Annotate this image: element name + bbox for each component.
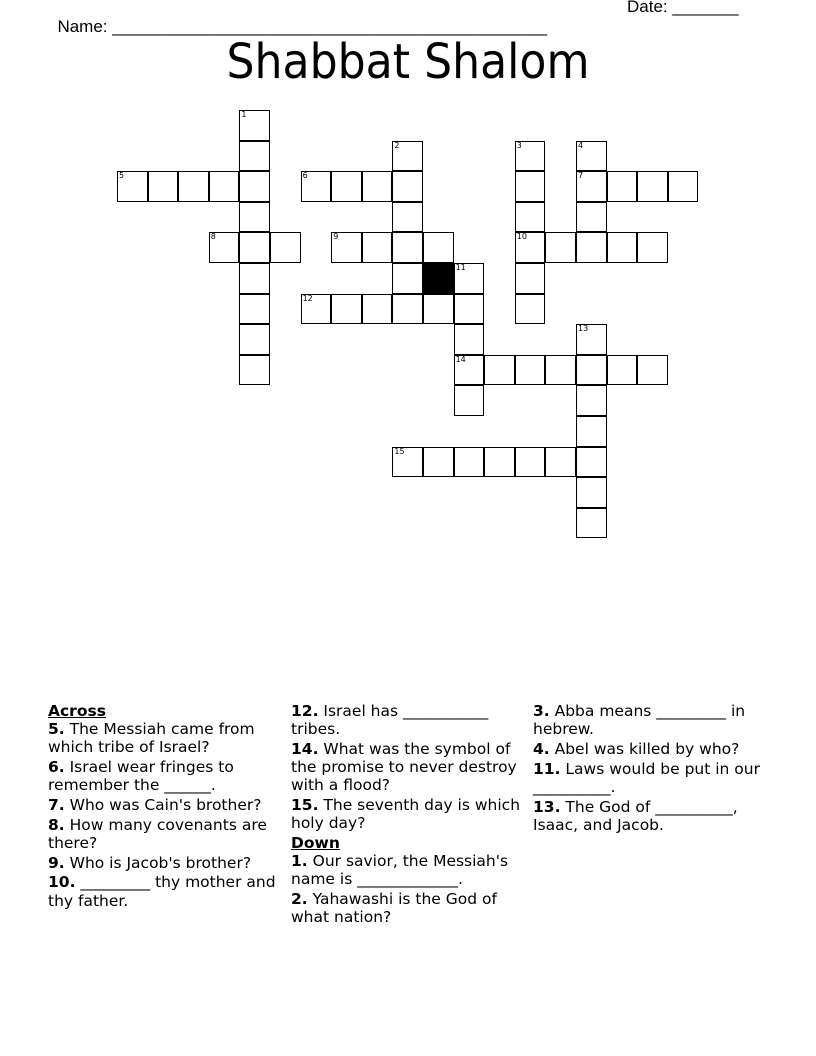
grid-cell[interactable] xyxy=(239,324,270,355)
grid-cell[interactable] xyxy=(392,141,423,172)
clue-text: Israel has ___________ tribes. xyxy=(291,702,489,739)
grid-cell[interactable] xyxy=(576,141,607,172)
clue-across-6 xyxy=(48,758,284,794)
grid-cell[interactable] xyxy=(454,294,485,325)
grid-cell[interactable] xyxy=(637,355,668,386)
grid-cell[interactable] xyxy=(545,355,576,386)
grid-block-cell xyxy=(423,263,454,294)
clue-down-1 xyxy=(291,852,527,888)
clue-number: 15. xyxy=(291,796,319,815)
clue-down-13 xyxy=(533,798,769,834)
grid-cell[interactable] xyxy=(423,294,454,325)
clue-text: Laws would be put in our __________. xyxy=(533,759,760,796)
grid-cell[interactable] xyxy=(607,171,638,202)
grid-cell[interactable] xyxy=(392,294,423,325)
grid-cell[interactable] xyxy=(545,447,576,478)
cell-number: 13 xyxy=(578,324,589,334)
grid-cell[interactable] xyxy=(576,232,607,263)
grid-cell[interactable] xyxy=(484,355,515,386)
clue-text: The seventh day is which holy day? xyxy=(291,796,521,833)
cell-number: 4 xyxy=(578,140,584,150)
clue-number: 12. xyxy=(291,702,319,720)
grid-cell[interactable] xyxy=(576,447,607,478)
clue-across-9 xyxy=(48,854,284,872)
grid-cell[interactable] xyxy=(576,171,607,202)
clue-number: 2. xyxy=(291,890,308,909)
grid-cell[interactable] xyxy=(239,171,270,202)
grid-cell[interactable] xyxy=(239,202,270,233)
cell-number: 5 xyxy=(119,171,125,181)
clue-number: 7. xyxy=(48,796,65,815)
clue-text: Who is Jacob's brother? xyxy=(64,853,252,872)
grid-cell[interactable] xyxy=(423,447,454,478)
clue-text: Abel was killed by who? xyxy=(549,739,740,758)
grid-cell[interactable] xyxy=(239,141,270,172)
clue-number: 14. xyxy=(291,739,319,758)
clue-text: What was the symbol of the promise to never destroy with a flood? xyxy=(291,739,517,795)
clue-text: _________ thy mother and thy father. xyxy=(48,873,276,910)
grid-cell[interactable] xyxy=(515,202,546,233)
clue-down-2 xyxy=(291,890,527,926)
grid-cell[interactable] xyxy=(270,232,301,263)
grid-cell[interactable] xyxy=(515,232,546,263)
grid-cell[interactable] xyxy=(392,171,423,202)
clues-column-1 xyxy=(48,702,284,911)
grid-cell[interactable] xyxy=(178,171,209,202)
grid-cell[interactable] xyxy=(607,355,638,386)
grid-cell[interactable] xyxy=(607,232,638,263)
cell-number: 10 xyxy=(516,232,527,242)
grid-cell[interactable] xyxy=(454,385,485,416)
across-heading: Across xyxy=(48,702,106,720)
page-title: Shabbat Shalom xyxy=(226,34,590,90)
clue-text: The God of __________, Isaac, and Jacob. xyxy=(533,797,738,834)
cell-number: 8 xyxy=(210,232,216,242)
date-field[interactable]: Date: _______ xyxy=(627,0,739,16)
grid-cell[interactable] xyxy=(576,324,607,355)
grid-cell[interactable] xyxy=(637,171,668,202)
grid-cell[interactable] xyxy=(515,447,546,478)
grid-cell[interactable] xyxy=(331,294,362,325)
down-heading: Down xyxy=(291,833,340,852)
clue-across-12 xyxy=(291,702,527,738)
grid-cell[interactable] xyxy=(239,110,270,141)
grid-cell[interactable] xyxy=(576,416,607,447)
grid-cell[interactable] xyxy=(331,232,362,263)
grid-cell[interactable] xyxy=(576,202,607,233)
clue-across-8 xyxy=(48,816,284,852)
grid-cell[interactable] xyxy=(545,232,576,263)
clue-text: Abba means _________ in hebrew. xyxy=(533,702,746,739)
clue-number: 4. xyxy=(533,739,550,758)
clue-number: 9. xyxy=(48,853,65,872)
clue-number: 5. xyxy=(48,720,65,739)
clue-down-11 xyxy=(533,760,769,796)
grid-cell[interactable] xyxy=(362,171,393,202)
clue-text: How many covenants are there? xyxy=(48,815,267,852)
grid-cell[interactable] xyxy=(515,294,546,325)
cell-number: 1 xyxy=(241,110,247,119)
clue-text: Israel wear fringes to remember the ______. xyxy=(48,758,234,795)
clue-number: 1. xyxy=(291,852,308,871)
grid-cell[interactable] xyxy=(239,355,270,386)
grid-cell[interactable] xyxy=(515,263,546,294)
grid-cell[interactable] xyxy=(668,171,699,202)
grid-cell[interactable] xyxy=(454,355,485,386)
grid-cell[interactable] xyxy=(117,171,148,202)
grid-cell[interactable] xyxy=(454,263,485,294)
name-field[interactable]: Name: ______________________________________________ xyxy=(57,17,548,36)
grid-cell[interactable] xyxy=(148,171,179,202)
clues-column-3 xyxy=(533,702,769,835)
cell-number: 14 xyxy=(455,354,466,364)
clue-number: 10. xyxy=(48,873,76,892)
grid-cell[interactable] xyxy=(576,385,607,416)
grid-cell[interactable] xyxy=(392,202,423,233)
grid-cell[interactable] xyxy=(301,294,332,325)
grid-cell[interactable] xyxy=(362,232,393,263)
clue-across-7 xyxy=(48,796,284,814)
clues-column-2 xyxy=(291,702,527,928)
grid-cell[interactable] xyxy=(576,355,607,386)
grid-cell[interactable] xyxy=(392,263,423,294)
cell-number: 9 xyxy=(333,232,339,242)
clue-number: 13. xyxy=(533,797,561,816)
grid-cell[interactable] xyxy=(392,232,423,263)
grid-cell[interactable] xyxy=(301,171,332,202)
cell-number: 7 xyxy=(578,171,584,181)
cell-number: 12 xyxy=(302,293,313,303)
grid-cell[interactable] xyxy=(362,294,393,325)
grid-cell[interactable] xyxy=(209,171,240,202)
clue-down-3 xyxy=(533,702,769,738)
grid-cell[interactable] xyxy=(484,447,515,478)
clue-text: Yahawashi is the God of what nation? xyxy=(291,890,497,927)
grid-cell[interactable] xyxy=(576,508,607,539)
clue-across-15 xyxy=(291,796,527,832)
cell-number: 11 xyxy=(455,263,466,272)
clue-number: 3. xyxy=(533,702,550,720)
cell-number: 15 xyxy=(394,446,405,456)
clue-text: The Messiah came from which tribe of Israel? xyxy=(48,720,255,757)
clue-text: Our savior, the Messiah's name is _____________. xyxy=(291,852,509,889)
clue-across-14 xyxy=(291,740,527,795)
grid-cell[interactable] xyxy=(392,447,423,478)
grid-cell[interactable] xyxy=(454,447,485,478)
clue-number: 11. xyxy=(533,759,561,778)
grid-cell[interactable] xyxy=(239,232,270,263)
grid-cell[interactable] xyxy=(576,477,607,508)
clue-down-4 xyxy=(533,740,769,758)
grid-cell[interactable] xyxy=(239,263,270,294)
grid-cell[interactable] xyxy=(454,324,485,355)
cell-number: 2 xyxy=(394,140,400,150)
clue-number: 6. xyxy=(48,758,65,777)
grid-cell[interactable] xyxy=(515,355,546,386)
grid-cell[interactable] xyxy=(239,294,270,325)
grid-cell[interactable] xyxy=(515,141,546,172)
clue-number: 8. xyxy=(48,815,65,834)
grid-cell[interactable] xyxy=(637,232,668,263)
cell-number: 6 xyxy=(302,171,308,181)
grid-cell[interactable] xyxy=(331,171,362,202)
grid-cell[interactable] xyxy=(423,232,454,263)
grid-cell[interactable] xyxy=(209,232,240,263)
cell-number: 3 xyxy=(516,140,522,150)
clue-across-10 xyxy=(48,873,284,909)
grid-cell[interactable] xyxy=(515,171,546,202)
clue-across-5 xyxy=(48,720,284,756)
clue-text: Who was Cain's brother? xyxy=(64,796,262,815)
